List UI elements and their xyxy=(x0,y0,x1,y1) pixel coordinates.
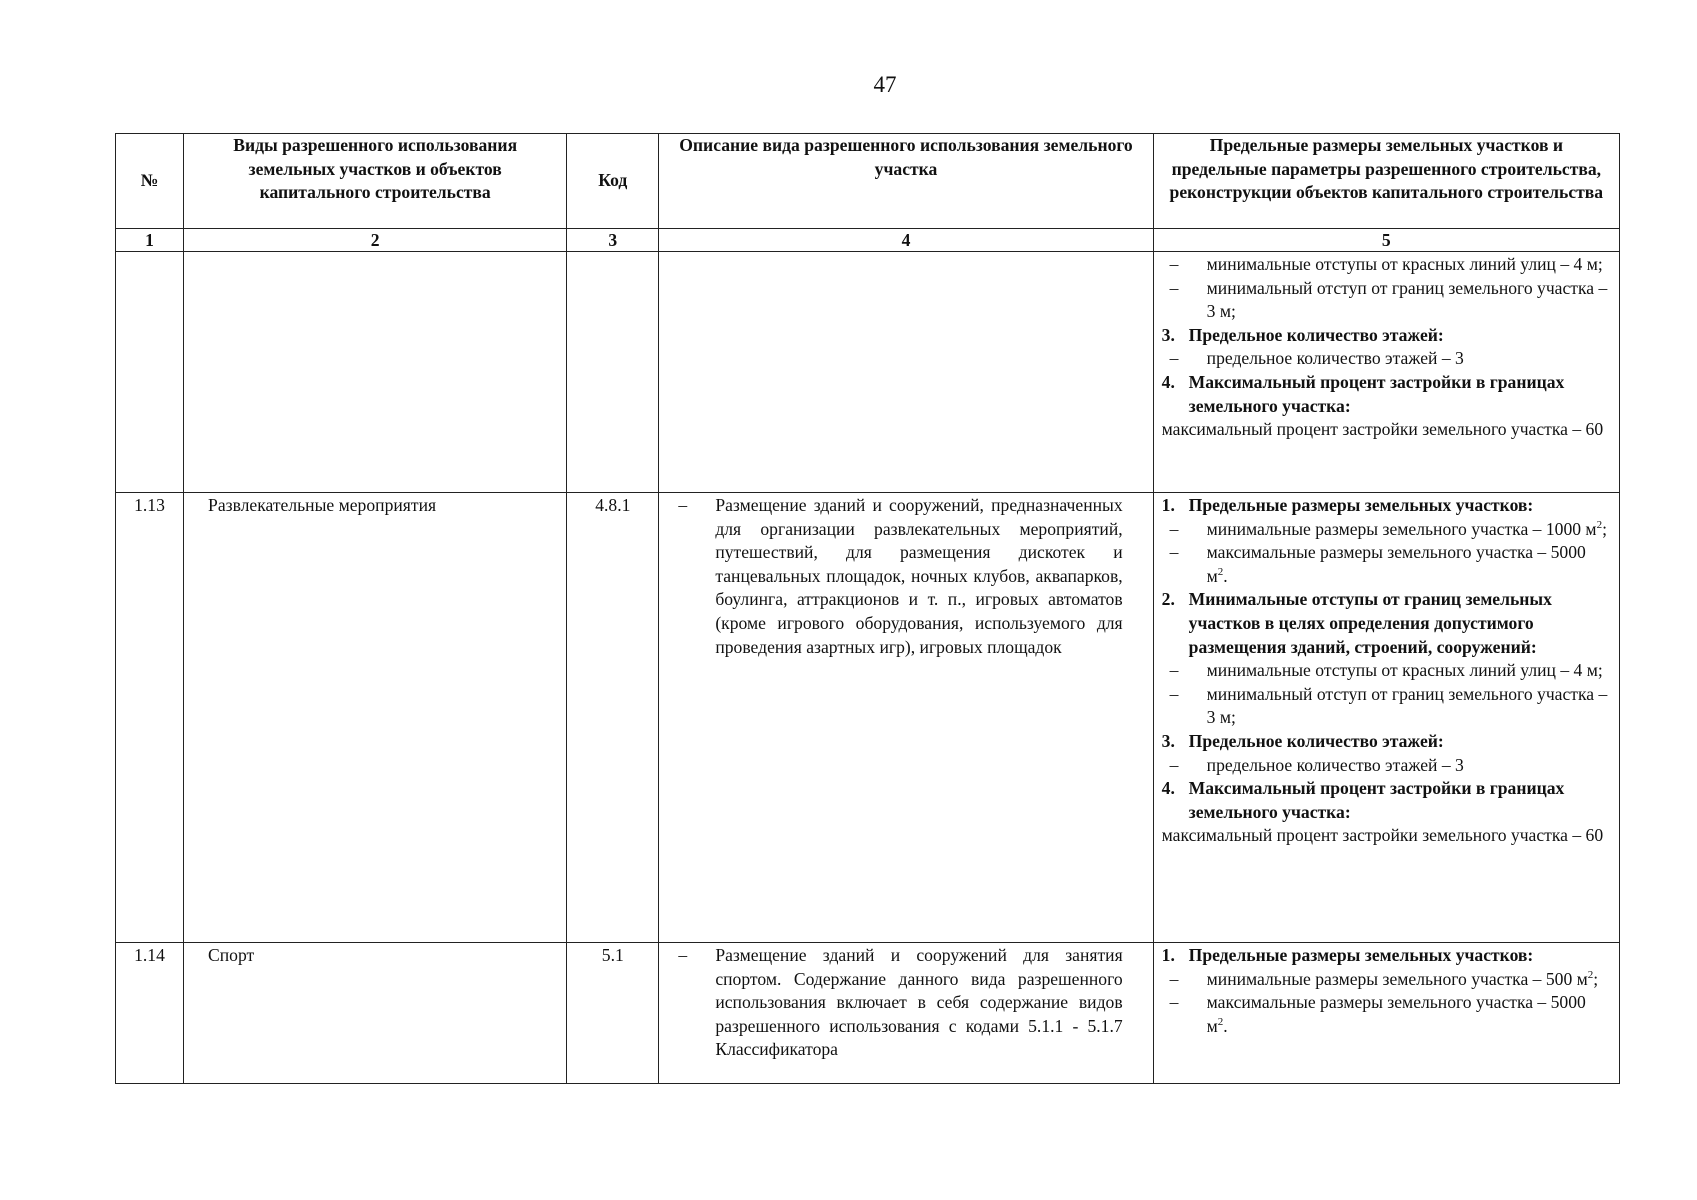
param-item-text: минимальные отступы от красных линий улиц – 4 м; xyxy=(1206,254,1603,274)
param-item-text: максимальные размеры земельного участка – 5000 $м^2$. xyxy=(1206,542,1586,586)
dash-bullet: – xyxy=(1169,968,1179,989)
name-cell xyxy=(184,252,567,493)
table-row xyxy=(116,943,1620,1084)
param-item-text: минимальный отступ от границ земельного участка – 3 м; xyxy=(1206,683,1608,728)
param-item-text: минимальные размеры земельного участка – 1000 $м^2$; xyxy=(1206,518,1607,539)
param-heading-text: Предельные размеры земельных участков: xyxy=(1188,495,1534,515)
param-item xyxy=(1162,754,1611,778)
param-heading-number: 1. xyxy=(1161,495,1175,515)
header-code: Код xyxy=(567,134,659,229)
dash-bullet: – xyxy=(1169,254,1179,274)
param-item xyxy=(1162,253,1611,277)
use-kind-description xyxy=(659,493,1153,943)
dash-bullet: – xyxy=(1169,992,1179,1013)
header-no: № xyxy=(116,134,184,229)
param-item xyxy=(1162,991,1611,1038)
param-item-text: предельное количество этажей – 3 xyxy=(1206,348,1464,369)
no-cell xyxy=(116,252,184,493)
column-number: 2 xyxy=(184,229,567,252)
param-heading-number: 4. xyxy=(1161,778,1175,799)
param-plain-text: максимальный процент застройки земельного участка – 60 xyxy=(1161,419,1604,440)
param-heading-number: 3. xyxy=(1161,730,1175,751)
params-cell xyxy=(1153,252,1619,493)
page-number: 47 xyxy=(873,72,897,97)
table-row xyxy=(116,493,1620,943)
use-kind-description xyxy=(659,943,1153,1084)
code-cell xyxy=(567,252,659,493)
header-limits: Предельные размеры земельных участков и предельные параметры разрешенного строительства, реконструкции объектов капитального строительства xyxy=(1153,134,1619,229)
param-item xyxy=(1162,683,1611,730)
param-item-text: минимальные отступы от красных линий улиц – 4 м; xyxy=(1206,660,1603,681)
param-item xyxy=(1162,659,1611,683)
column-number: 5 xyxy=(1153,229,1619,252)
description-text: Размещение зданий и сооружений для занятия спортом. Содержание данного вида разрешенного использования включает в себя содержание видов разрешенного использования с кодами 5.1.1 - 5.1.7 Классификатора xyxy=(715,945,1123,1060)
description-text: Размещение зданий и сооружений, предназначенных для организации развлекательных мероприятий, путешествий, для размещения дискотек и танцевальных площадок, ночных клубов, аквапарков, боулинга, аттракционов и т. п., игровых автоматов (кроме игрового оборудования, используемого для проведения азартных игр), игровых площадок xyxy=(715,495,1123,657)
superscript: 2 xyxy=(1587,968,1594,981)
param-heading xyxy=(1162,324,1611,348)
land-use-table xyxy=(115,133,1620,1084)
column-number: 4 xyxy=(659,229,1153,252)
dash-bullet: – xyxy=(1169,754,1179,775)
param-item-text: предельное количество этажей – 3 xyxy=(1206,754,1464,775)
param-heading-text: Предельное количество этажей: xyxy=(1188,730,1444,751)
dash-bullet: – xyxy=(1169,277,1179,298)
param-heading-number: 2. xyxy=(1161,589,1175,610)
table-header-row xyxy=(116,134,1620,229)
dash-bullet: – xyxy=(1169,660,1179,681)
param-heading xyxy=(1162,494,1611,518)
param-heading-text: Предельное количество этажей: xyxy=(1188,324,1444,345)
dash-bullet: – xyxy=(1169,348,1179,369)
header-description: Описание вида разрешенного использования земельного участка xyxy=(659,134,1153,229)
param-item xyxy=(1162,541,1611,588)
param-item xyxy=(1162,968,1611,992)
use-kind-code: 4.8.1 xyxy=(567,493,659,943)
param-heading xyxy=(1162,730,1611,754)
param-heading xyxy=(1162,371,1611,418)
header-kinds: Виды разрешенного использования земельных участков и объектов капитального строительства xyxy=(184,134,567,229)
column-number: 3 xyxy=(567,229,659,252)
param-heading xyxy=(1162,588,1611,659)
params-cell xyxy=(1153,943,1619,1084)
param-item xyxy=(1162,347,1611,371)
table-row-continued xyxy=(116,252,1620,493)
param-heading xyxy=(1162,944,1611,968)
param-item-text: минимальный отступ от границ земельного участка – 3 м; xyxy=(1206,277,1608,322)
param-plain-text: максимальный процент застройки земельного участка – 60 xyxy=(1161,825,1604,846)
param-item xyxy=(1162,277,1611,324)
superscript: 2 xyxy=(1217,1015,1224,1028)
use-kind-name: Спорт xyxy=(184,943,567,1084)
use-kind-name: Развлекательные мероприятия xyxy=(184,493,567,943)
use-kind-code: 5.1 xyxy=(567,943,659,1084)
param-item xyxy=(1162,518,1611,542)
column-number: 1 xyxy=(116,229,184,252)
superscript: 2 xyxy=(1217,565,1224,578)
param-heading-text: Предельные размеры земельных участков: xyxy=(1188,945,1534,965)
param-heading-text: Минимальные отступы от границ земельных участков в целях определения допустимого размещения зданий, строений, сооружений: xyxy=(1188,589,1552,657)
row-number: 1.13 xyxy=(116,493,184,943)
param-heading-text: Максимальный процент застройки в границах земельного участка: xyxy=(1188,371,1565,416)
param-heading-number: 1. xyxy=(1161,945,1175,965)
param-heading xyxy=(1162,777,1611,824)
column-number-row xyxy=(116,229,1620,252)
dash-bullet: – xyxy=(1169,518,1179,539)
dash-bullet: – xyxy=(1169,683,1179,704)
row-number: 1.14 xyxy=(116,943,184,1084)
dash-bullet: – xyxy=(1169,542,1179,563)
superscript: 2 xyxy=(1596,518,1603,531)
dash-bullet: – xyxy=(678,495,688,515)
param-heading-number: 3. xyxy=(1161,324,1175,345)
params-cell xyxy=(1153,493,1619,943)
param-item-text: минимальные размеры земельного участка – 500 $м^2$; xyxy=(1206,968,1599,989)
param-heading-text: Максимальный процент застройки в границах земельного участка: xyxy=(1188,778,1565,822)
dash-bullet: – xyxy=(678,945,688,965)
param-item-text: максимальные размеры земельного участка – 5000 $м^2$. xyxy=(1206,992,1586,1036)
description-cell xyxy=(659,252,1153,493)
param-heading-number: 4. xyxy=(1161,371,1175,392)
